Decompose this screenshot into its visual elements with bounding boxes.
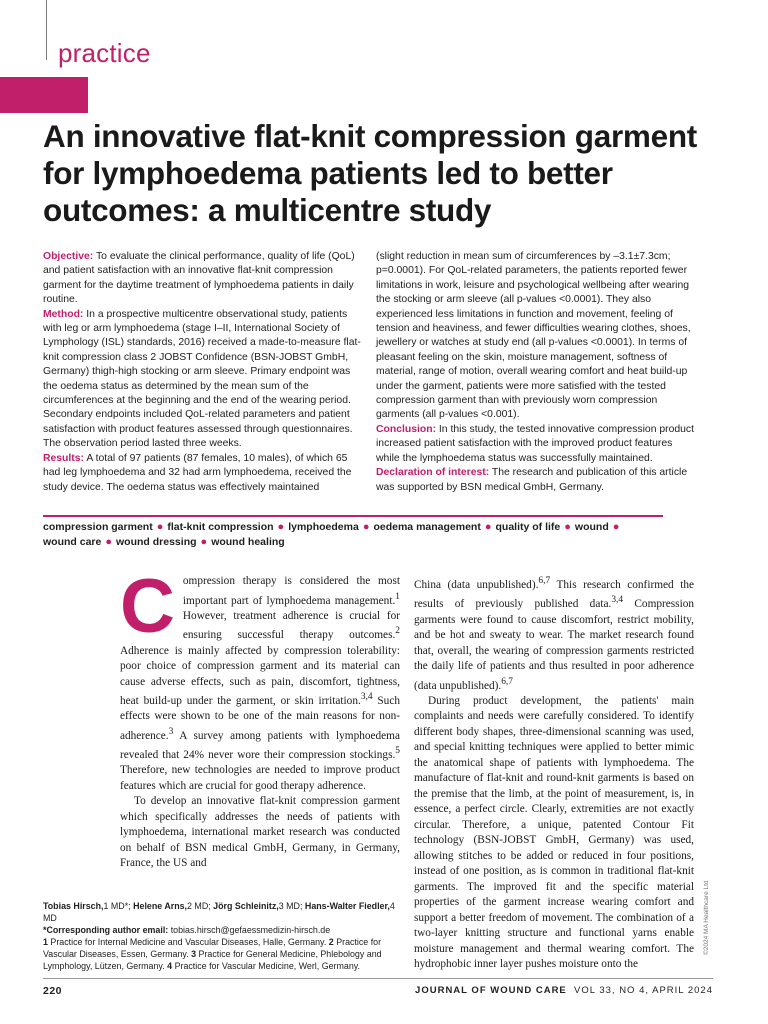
body-paragraph-4: During product development, the patients' main complaints and needs were carefully considered. To identify different body shapes, three-dimensional scanning was used, and special knitting techniques were applied to better mimic the anatomical shape of patients with lymphoedema. The manufacture of flat-knit and round-knit garments is based on the premise that the limb, at the point of measurement, is, in essence, a perfect circle. Clearly, extremities are not exactly circular. Therefore, a unique, patented Contour Fit technology (BSN-JOBST GmbH, Germany) was used, allowing stitches to be added or reduced in four positions, instead of one position, as is common in traditional flat-knit garments. The improved fit and the specific material properties of the garment increase wearing comfort and support a better freedom of movement. The combination of a two-layer knitting structure and functional yarns enable moisture management and thermal wearing comfort. The hydrophobic inner layer pushes moisture onto the <box>414 694 694 971</box>
affiliation-text: Practice for Vascular Medicine, Werl, Germany. <box>174 961 361 971</box>
section-label: practice <box>58 38 151 68</box>
keyword-separator-icon: ● <box>200 536 208 548</box>
keyword-separator-icon: ● <box>484 521 492 533</box>
keyword: compression garment <box>43 521 153 533</box>
affiliation-number: 3 <box>191 949 199 959</box>
body-left-column <box>120 564 400 872</box>
affiliation-number: 2 <box>328 937 337 947</box>
abstract-method: Method: In a prospective multicentre observational study, patients with leg or arm lymphoedema (stage I–II, International Society of Lymphology (ISL) standards, 2016) received a made-to-measure flat-knit compression class 2 JOBST Confidence (BSN-JOBST GmbH, Germany) thigh-high stocking or arm sleeve. Primary endpoint was the oedema status as determined by the mean sum of the circumferences at the beginning and the end of the wearing period. Secondary endpoints included QoL-related parameters and patient satisfaction with product features assessed through questionnaires. The observation period lasted three weeks. <box>43 308 361 450</box>
author-name: Tobias Hirsch, <box>43 901 104 911</box>
affiliation-number: 1 <box>43 937 51 947</box>
section-color-bar <box>0 77 88 113</box>
author-name: Helene Arns, <box>133 901 188 911</box>
keyword-separator-icon: ● <box>362 521 370 533</box>
drop-cap: C <box>120 564 175 649</box>
affiliations <box>43 936 398 972</box>
page-number: 220 <box>43 985 63 997</box>
author-affiliation-mark: 3 MD; <box>278 901 305 911</box>
keyword-separator-icon: ● <box>277 521 285 533</box>
body-paragraph-2: To develop an innovative flat-knit compression garment which specifically addresses the needs of patients with lymphoedema, international market research was conducted on behalf of BSN medical GmbH, Germany, in Germany, France, the US and <box>120 795 400 870</box>
author-affiliation-mark: 1 MD*; <box>103 901 134 911</box>
copyright-note: ©2024 MA Healthcare Ltd <box>703 880 710 955</box>
author-affiliation-mark: 2 MD; <box>187 901 214 911</box>
body-right-column <box>414 574 694 973</box>
abstract-right-column <box>376 250 696 495</box>
keyword-separator-icon: ● <box>612 521 620 533</box>
body-paragraph-3: China (data unpublished).$^{6,7}$ This research confirmed the results of previously published data.$^{3,4}$ Compression garments were found to cause discomfort, restrict mobility, and be hot and sweaty to wear. The market research found that, overall, the wearing of compression garments restricted the daily life of patients and thus resulted in poor adherence (data unpublished).$^{6,7}$ <box>414 576 695 692</box>
author-name: Hans-Walter Fiedler, <box>304 901 390 911</box>
affiliation-number: 4 <box>167 961 175 971</box>
header-rule <box>46 0 47 60</box>
abstract-results-continued: (slight reduction in mean sum of circumferences by –3.1±7.3cm; p=0.0001). For QoL-related parameters, the patients reported fewer limitations in work, leisure and psychological wellbeing after wearing the stocking or arm sleeve (all p-values <0.0001). They also experienced less limitations in function and movement, feeling of tension and heaviness, and fewer difficulties wearing clothes, shoes, jewellery or watches at study end (all p-values <0.0001). In terms of pleasant feeling on the skin, moisture management, softness of material, range of motion, overall wearing comfort and heat build-up under the garment, patients were more satisfied with the tested compression garment than with previously worn compression garments (all p-values <0.001). <box>376 251 691 421</box>
article-title: An innovative flat-knit compression garment for lymphoedema patients led to better outcomes: a multicentre study <box>43 118 697 228</box>
author-info <box>43 900 398 972</box>
keyword-separator-icon: ● <box>564 521 571 533</box>
keyword: wound dressing <box>116 536 197 548</box>
abstract-conclusion: Conclusion: In this study, the tested innovative compression product increased patient satisfaction with the improved product features while the lymphoedema status was successfully maintained. <box>376 423 695 464</box>
keyword: flat-knit compression <box>167 521 274 533</box>
keyword: oedema management <box>373 521 481 533</box>
author-affiliation-mark: 4 MD <box>43 901 395 923</box>
keyword: lymphoedema <box>288 521 359 533</box>
keyword: wound care <box>43 536 102 548</box>
body-paragraph-1: Compression therapy is considered the most important part of lymphoedema management.$^1$ However, treatment adherence is crucial for ensuring successful therapy outcomes.$^2$ Adherence is mainly affected by compression tolerability: poor choice of compression garment and its material can cause adverse effects, such as pain, discomfort, tightness, heat build-up under the garment, or skin irritation.$^{3,4}$ Such effects were shown to be one of the main reasons for non-adherence.$^3$ A survey among patients with lymphoedema revealed that 24% never wore their compression stockings.$^5$ Therefore, new technologies are needed to improve product features which are crucial for good therapy adherence. <box>120 564 400 792</box>
abstract-results: Results: A total of 97 patients (87 females, 10 males), of which 65 had leg lymphoedema and 32 had arm lymphoedema, received the study device. The oedema status was effectively maintained <box>43 452 352 493</box>
affiliation-text: Practice for General Medicine, Phlebology and Lymphology, Lützen, Germany. <box>43 949 382 971</box>
journal-footer: JOURNAL OF WOUND CARE VOL 33, NO 4, APRIL 2024 <box>415 985 713 996</box>
abstract-declaration: Declaration of interest: The research and publication of this article was supported by BSN medical GmbH, Germany. <box>376 467 688 493</box>
affiliation-text: Practice for Vascular Diseases, Essen, Germany. <box>43 937 382 959</box>
keyword: wound healing <box>211 536 285 548</box>
keyword: quality of life <box>495 521 561 533</box>
footer-rule <box>43 978 713 979</box>
keyword: wound <box>574 521 609 533</box>
author-name: Jörg Schleinitz, <box>213 901 279 911</box>
email-link[interactable]: tobias.hirsch@gefaessmedizin-hirsch.de <box>170 925 331 935</box>
keyword-separator-icon: ● <box>156 521 164 533</box>
abstract-left-column <box>43 250 361 495</box>
keyword-separator-icon: ● <box>105 536 113 548</box>
corresponding-email: *Corresponding author email: tobias.hirsch@gefaessmedizin-hirsch.de <box>43 925 331 935</box>
author-names <box>43 900 398 924</box>
abstract-objective: Objective: To evaluate the clinical performance, quality of life (QoL) and patient satisfaction with an innovative flat-knit compression garment for the daytime treatment of lymphoedema patients in daily routine. <box>43 251 355 306</box>
keywords-list <box>43 520 683 550</box>
keywords-rule <box>43 515 663 517</box>
affiliation-text: Practice for Internal Medicine and Vascular Diseases, Halle, Germany. <box>50 937 329 947</box>
